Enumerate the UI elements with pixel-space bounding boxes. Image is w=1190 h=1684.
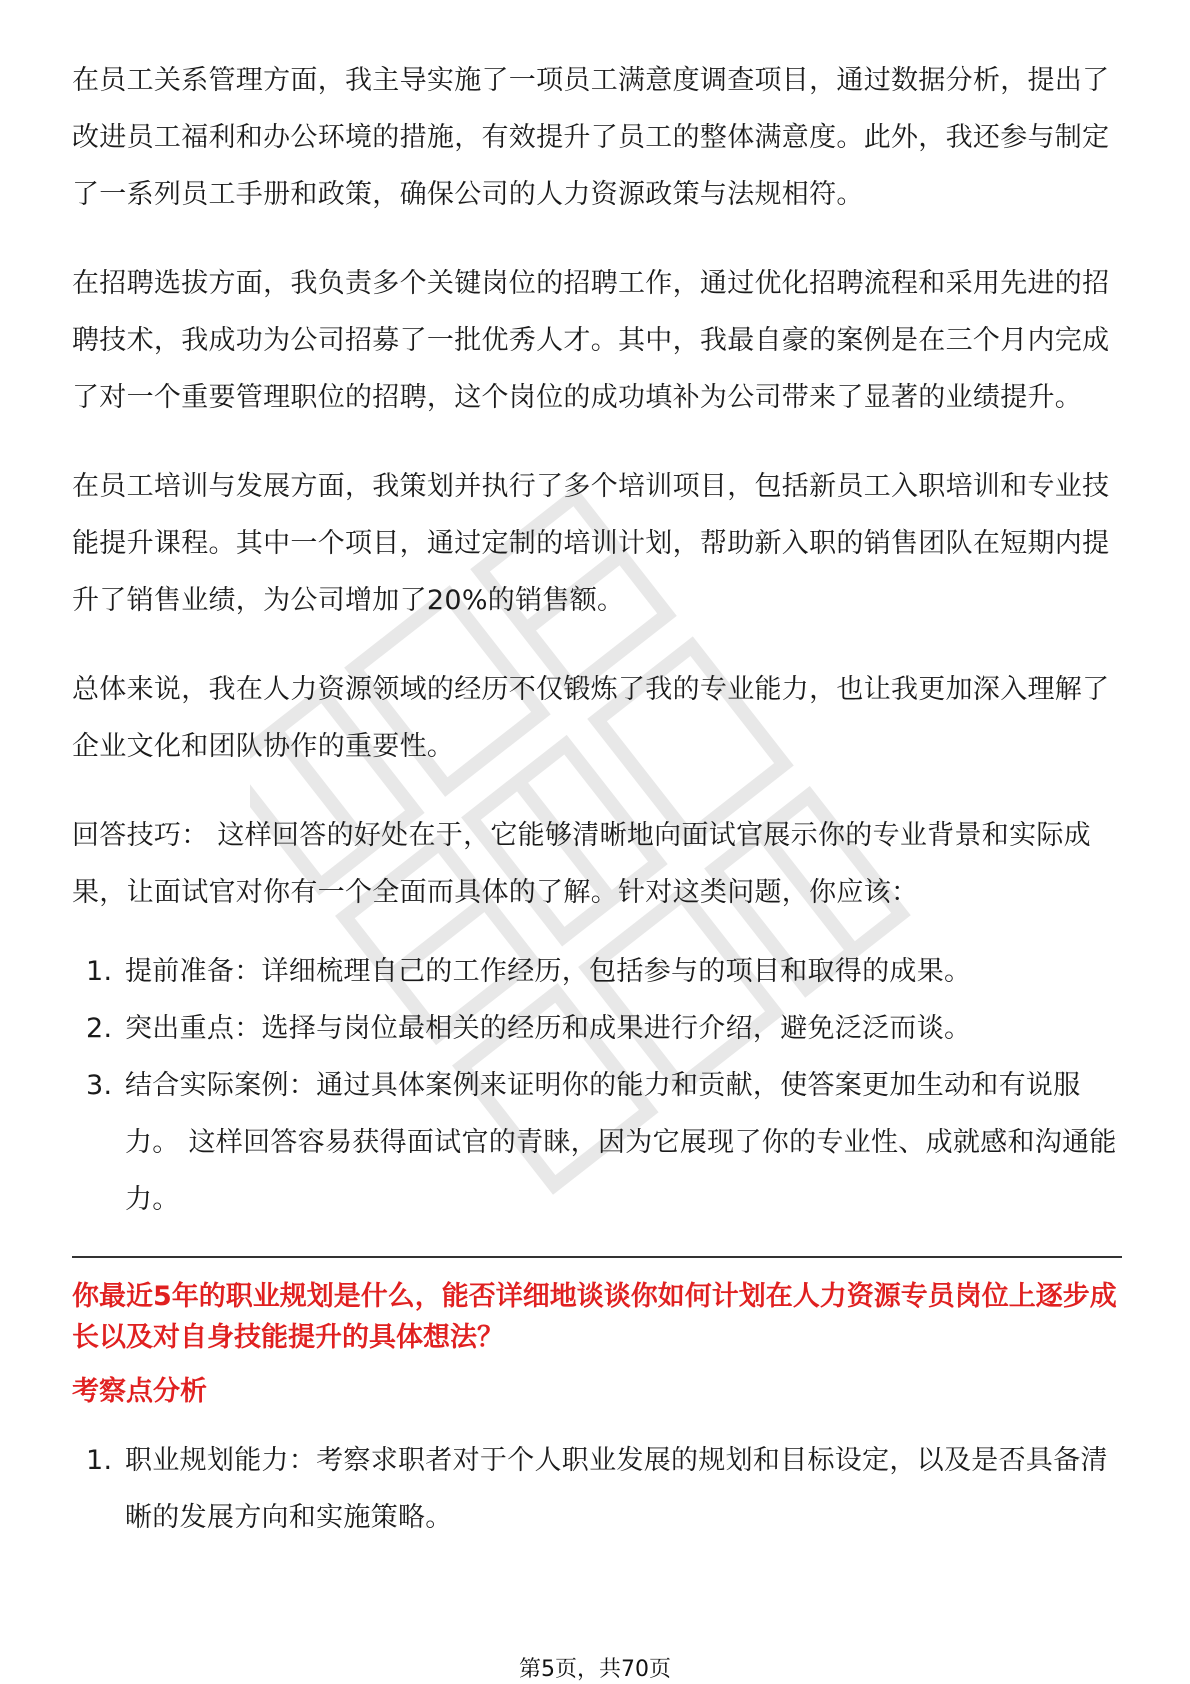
paragraph-recruitment: 在招聘选拔方面，我负责多个关键岗位的招聘工作，通过优化招聘流程和采用先进的招聘技术，我成功为公司招募了一批优秀人才。其中，我最自豪的案例是在三个月内完成了对一个重要管理职位的招聘，这个岗位的成功填补为公司带来了显著的业绩提升。 (72, 268, 1110, 413)
analysis-list (72, 1432, 1122, 1546)
tips-list (72, 943, 1122, 1228)
list-text: 突出重点：选择与岗位最相关的经历和成果进行介绍，避免泛泛而谈。 (125, 1013, 972, 1044)
list-text: 职业规划能力：考察求职者对于个人职业发展的规划和目标设定，以及是否具备清晰的发展方向和实施策略。 (125, 1445, 1108, 1533)
paragraph-training: 在员工培训与发展方面，我策划并执行了多个培训项目，包括新员工入职培训和专业技能提升课程。其中一个项目，通过定制的培训计划，帮助新入职的销售团队在短期内提升了销售业绩，为公司增加了20%的销售额。 (72, 471, 1110, 616)
list-item (72, 1432, 1122, 1546)
list-number: 2. (86, 1013, 113, 1044)
list-number: 3. (86, 1070, 113, 1101)
paragraph-answer-tips: 回答技巧： 这样回答的好处在于，它能够清晰地向面试官展示你的专业背景和实际成果，让面试官对你有一个全面而具体的了解。针对这类问题，你应该： (72, 820, 1091, 908)
section-divider (72, 1256, 1122, 1258)
list-text: 提前准备：详细梳理自己的工作经历，包括参与的项目和取得的成果。 (125, 956, 972, 987)
document-body (72, 52, 1122, 1546)
list-item (72, 943, 1122, 1000)
analysis-heading: 考察点分析 (72, 1376, 207, 1407)
list-number: 1. (86, 956, 113, 987)
list-item (72, 1057, 1122, 1228)
list-number: 1. (86, 1445, 113, 1476)
list-item (72, 1000, 1122, 1057)
list-text: 结合实际案例：通过具体案例来证明你的能力和贡献，使答案更加生动和有说服力。 这样回答容易获得面试官的青睐，因为它展现了你的专业性、成就感和沟通能力。 (125, 1070, 1117, 1215)
page-footer: 第5页，共70页 (519, 1657, 671, 1682)
paragraph-summary: 总体来说，我在人力资源领域的经历不仅锻炼了我的专业能力，也让我更加深入理解了企业文化和团队协作的重要性。 (72, 674, 1110, 762)
question-heading: 你最近5年的职业规划是什么，能否详细地谈谈你如何计划在人力资源专员岗位上逐步成长以及对自身技能提升的具体想法？ (72, 1281, 1117, 1353)
paragraph-employee-relations: 在员工关系管理方面，我主导实施了一项员工满意度调查项目，通过数据分析，提出了改进员工福利和办公环境的措施，有效提升了员工的整体满意度。此外，我还参与制定了一系列员工手册和政策，确保公司的人力资源政策与法规相符。 (72, 65, 1110, 210)
